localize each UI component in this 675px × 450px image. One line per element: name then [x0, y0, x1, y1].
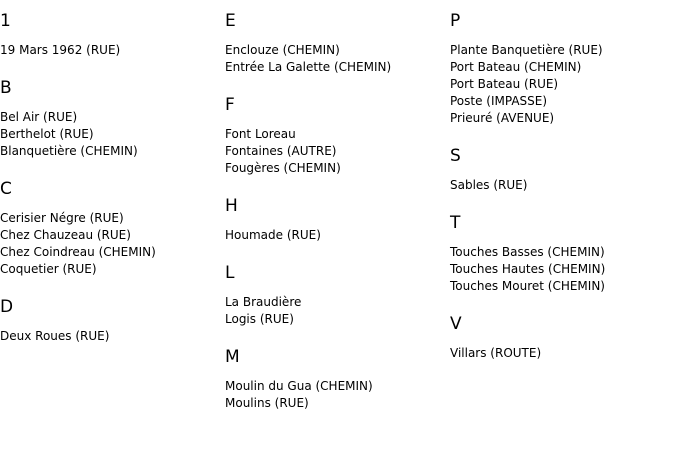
- letter-heading: B: [0, 78, 12, 98]
- street-item[interactable]: Poste (IMPASSE): [450, 94, 548, 108]
- street-item[interactable]: Font Loreau: [225, 127, 296, 141]
- street-item[interactable]: Chez Chauzeau (RUE): [0, 228, 131, 242]
- letter-heading: V: [450, 314, 462, 334]
- letter-heading: F: [225, 95, 235, 115]
- letter-group-s: [450, 145, 670, 194]
- letter-heading: L: [225, 263, 235, 283]
- street-list: [0, 109, 220, 160]
- street-item[interactable]: Houmade (RUE): [225, 228, 321, 242]
- letter-group-p: [450, 10, 670, 127]
- letter-group-l: [225, 262, 445, 328]
- letter-group-v: [450, 313, 670, 362]
- index-column-3: [450, 10, 670, 380]
- letter-group-h: [225, 195, 445, 244]
- street-list: [450, 177, 670, 194]
- street-item[interactable]: Cerisier Négre (RUE): [0, 211, 124, 225]
- street-item[interactable]: Touches Hautes (CHEMIN): [450, 262, 606, 276]
- street-item[interactable]: Touches Basses (CHEMIN): [450, 245, 605, 259]
- street-item[interactable]: Moulin du Gua (CHEMIN): [225, 379, 373, 393]
- street-item[interactable]: Moulins (RUE): [225, 396, 309, 410]
- letter-heading: S: [450, 146, 461, 166]
- street-item[interactable]: Blanquetière (CHEMIN): [0, 144, 138, 158]
- street-item[interactable]: Villars (ROUTE): [450, 346, 542, 360]
- letter-group-f: [225, 94, 445, 177]
- street-item[interactable]: 19 Mars 1962 (RUE): [0, 43, 121, 57]
- street-list: [225, 227, 445, 244]
- street-item[interactable]: Logis (RUE): [225, 312, 294, 326]
- street-item[interactable]: Port Bateau (CHEMIN): [450, 60, 582, 74]
- street-item[interactable]: Fougères (CHEMIN): [225, 161, 341, 175]
- letter-group-t: [450, 212, 670, 295]
- letter-heading: E: [225, 11, 236, 31]
- street-item[interactable]: Plante Banquetière (RUE): [450, 43, 603, 57]
- letter-heading: H: [225, 196, 238, 216]
- letter-heading: T: [450, 213, 461, 233]
- street-item[interactable]: Sables (RUE): [450, 178, 528, 192]
- index-column-1: [0, 10, 220, 363]
- street-item[interactable]: Enclouze (CHEMIN): [225, 43, 340, 57]
- street-item[interactable]: Deux Roues (RUE): [0, 329, 110, 343]
- letter-group-c: [0, 178, 220, 278]
- street-item[interactable]: Prieuré (AVENUE): [450, 111, 555, 125]
- street-list: [0, 328, 220, 345]
- letter-group-d: [0, 296, 220, 345]
- street-list: [0, 210, 220, 278]
- street-item[interactable]: Berthelot (RUE): [0, 127, 94, 141]
- street-item[interactable]: Coquetier (RUE): [0, 262, 97, 276]
- letter-heading: M: [225, 347, 240, 367]
- street-item[interactable]: Touches Mouret (CHEMIN): [450, 279, 605, 293]
- index-column-2: [225, 10, 445, 430]
- street-item[interactable]: La Braudière: [225, 295, 302, 309]
- letter-group-e: [225, 10, 445, 76]
- street-item[interactable]: Fontaines (AUTRE): [225, 144, 337, 158]
- letter-heading: P: [450, 11, 461, 31]
- street-item[interactable]: Entrée La Galette (CHEMIN): [225, 60, 392, 74]
- letter-group-m: [225, 346, 445, 412]
- street-list: [225, 294, 445, 328]
- street-item[interactable]: Port Bateau (RUE): [450, 77, 559, 91]
- letter-heading: C: [0, 179, 12, 199]
- street-list: [225, 42, 445, 76]
- street-list: [450, 345, 670, 362]
- street-list: [225, 378, 445, 412]
- street-list: [0, 42, 220, 59]
- street-item[interactable]: Chez Coindreau (CHEMIN): [0, 245, 156, 259]
- street-item[interactable]: Bel Air (RUE): [0, 110, 78, 124]
- street-list: [225, 126, 445, 177]
- letter-heading: 1: [0, 11, 11, 31]
- street-list: [450, 244, 670, 295]
- letter-group-1: [0, 10, 220, 59]
- letter-heading: D: [0, 297, 14, 317]
- street-list: [450, 42, 670, 127]
- letter-group-b: [0, 77, 220, 160]
